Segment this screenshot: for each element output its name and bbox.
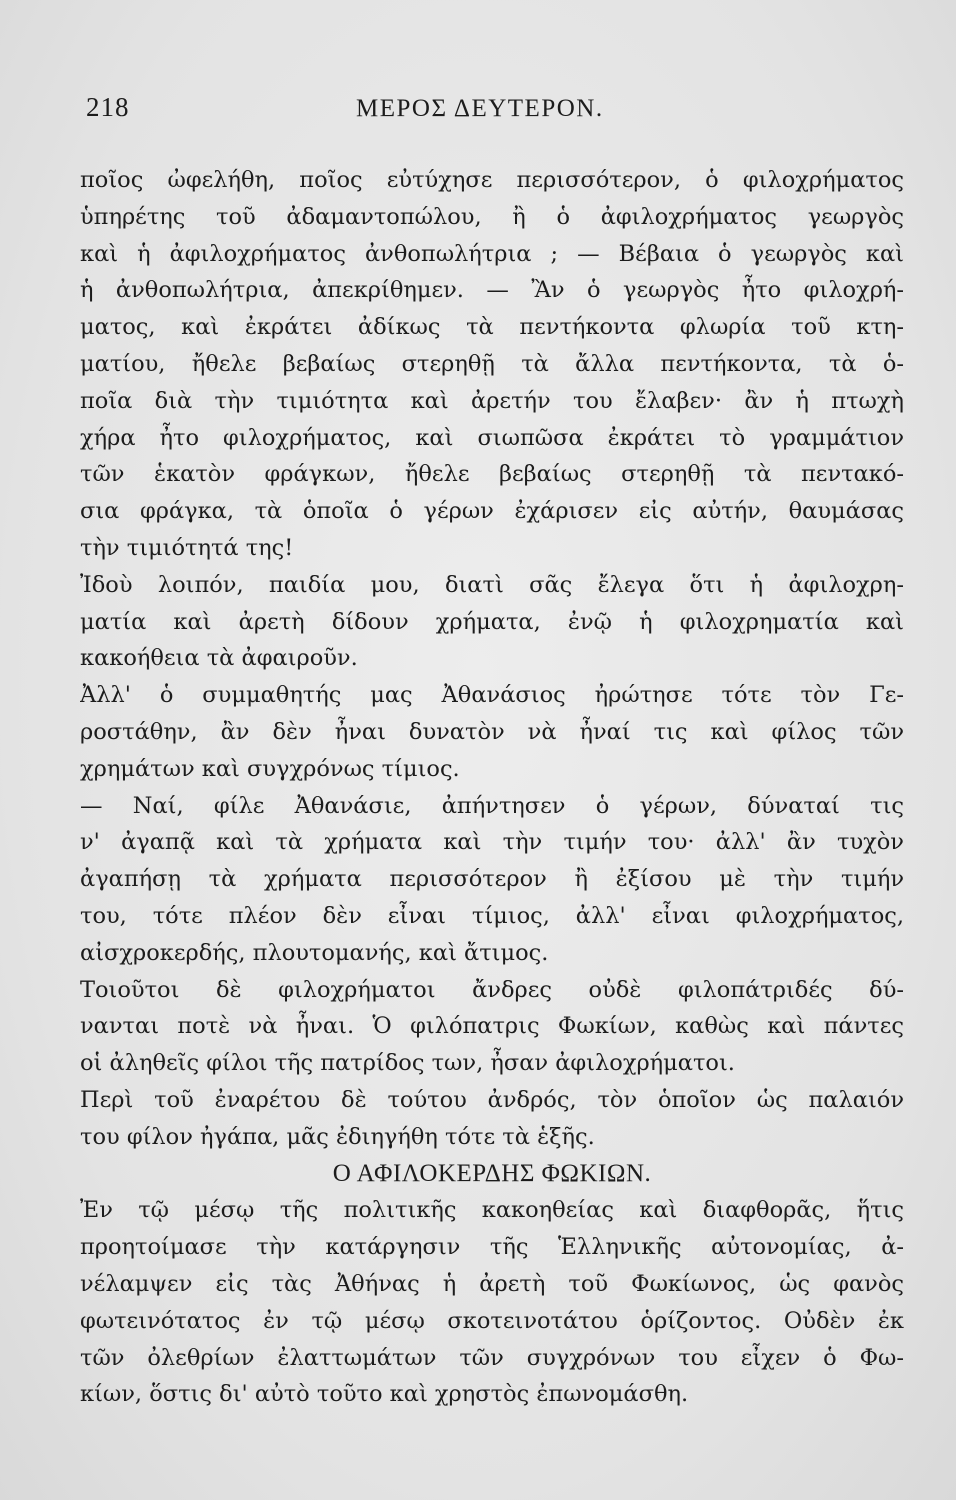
text-line: Περὶ τοῦ ἐναρέτου δὲ τούτου ἀνδρός, τὸν ὁποῖον ὡς παλαιόν	[80, 1086, 904, 1113]
text-line: ματία καὶ ἀρετὴ δίδουν χρήματα, ἐνῷ ἡ φιλοχρηματία καὶ	[80, 608, 904, 635]
text-line: ματίου, ἤθελε βεβαίως στερηθῇ τὰ ἄλλα πεντήκοντα, τὰ ὁ-	[80, 350, 904, 377]
text-line: νέλαμψεν εἰς τὰς Ἀθήνας ἡ ἀρετὴ τοῦ Φωκίωνος, ὡς φανὸς	[80, 1270, 904, 1297]
text-line: τῶν ἑκατὸν φράγκων, ἤθελε βεβαίως στερηθῇ τὰ πεντακό-	[80, 461, 904, 488]
text-line: ποῖα διὰ τὴν τιμιότητα καὶ ἀρετήν του ἔλαβεν· ἂν ἡ πτωχὴ	[80, 387, 904, 414]
text-line: κακοήθεια τὰ ἀφαιροῦν.	[80, 645, 358, 672]
page-number: 218	[86, 92, 130, 122]
section-heading: Ο ΑΦΙΛΟΚΕΡΔΗΣ ΦΩΚΙΩΝ.	[332, 1159, 652, 1187]
text-line: ὑπηρέτης τοῦ ἀδαμαντοπώλου, ἢ ὁ ἀφιλοχρήματος γεωργὸς	[80, 203, 904, 230]
text-line: σια φράγκα, τὰ ὁποῖα ὁ γέρων ἐχάρισεν εἰς αὐτήν, θαυμάσας	[80, 498, 904, 525]
text-line: ἀγαπήσῃ τὰ χρήματα περισσότερον ἢ ἐξίσου μὲ τὴν τιμήν	[80, 866, 904, 893]
text-line: φωτεινότατος ἐν τῷ μέσῳ σκοτεινοτάτου ὁρίζοντος. Οὐδὲν ἐκ	[80, 1307, 904, 1334]
text-line: ροστάθην, ἂν δὲν ἦναι δυνατὸν νὰ ἦναί τις καὶ φίλος τῶν	[80, 718, 904, 745]
text-line: χρημάτων καὶ συγχρόνως τίμιος.	[80, 755, 460, 782]
text-line: τῶν ὀλεθρίων ἐλαττωμάτων τῶν συγχρόνων του εἶχεν ὁ Φω-	[80, 1344, 904, 1371]
text-line: του, τότε πλέον δὲν εἶναι τίμιος, ἀλλ' εἶναι φιλοχρήματος,	[80, 902, 904, 929]
text-line: χήρα ἦτο φιλοχρήματος, καὶ σιωπῶσα ἐκράτει τὸ γραμμάτιον	[80, 424, 904, 451]
text-line: οἱ ἀληθεῖς φίλοι τῆς πατρίδος των, ἦσαν ἀφιλοχρήματοι.	[80, 1050, 735, 1077]
text-line: του φίλον ἠγάπα, μᾶς ἐδιηγήθη τότε τὰ ἑξῆς.	[80, 1123, 595, 1150]
text-line: ματος, καὶ ἐκράτει ἀδίκως τὰ πεντήκοντα φλωρία τοῦ κτη-	[80, 314, 904, 341]
body-text	[80, 162, 904, 1413]
text-line: — Ναί, φίλε Ἀθανάσιε, ἀπήντησεν ὁ γέρων, δύναταί τις	[80, 792, 904, 819]
text-line: Ἐν τῷ μέσῳ τῆς πολιτικῆς κακοηθείας καὶ διαφθορᾶς, ἥτις	[80, 1197, 904, 1224]
text-line: νανται ποτὲ νὰ ἦναι. Ὁ φιλόπατρις Φωκίων, καθὼς καὶ πάντες	[80, 1013, 904, 1040]
running-head: ΜΕΡΟΣ ΔΕΥΤΕΡΟΝ.	[356, 95, 604, 122]
text-line: ποῖος ὠφελήθη, ποῖος εὐτύχησε περισσότερον, ὁ φιλοχρήματος	[80, 167, 904, 193]
text-line: Ἰδοὺ λοιπόν, παιδία μου, διατὶ σᾶς ἔλεγα ὅτι ἡ ἀφιλοχρη-	[80, 571, 904, 598]
text-line: Τοιοῦτοι δὲ φιλοχρήματοι ἄνδρες οὐδὲ φιλοπάτριδές δύ-	[80, 976, 904, 1003]
text-line: ἡ ἀνθοπωλήτρια, ἀπεκρίθημεν. — Ἂν ὁ γεωργὸς ἦτο φιλοχρή-	[80, 277, 904, 304]
text-line: κίων, ὅστις δι' αὐτὸ τοῦτο καὶ χρηστὸς ἐπωνομάσθη.	[80, 1381, 689, 1408]
text-line: αἰσχροκερδής, πλουτομανής, καὶ ἄτιμος.	[80, 939, 549, 966]
text-line: καὶ ἡ ἀφιλοχρήματος ἀνθοπωλήτρια ; — Βέβαια ὁ γεωργὸς καὶ	[80, 240, 904, 267]
text-line: Ἀλλ' ὁ συμμαθητής μας Ἀθανάσιος ἠρώτησε τότε τὸν Γε-	[80, 682, 904, 709]
text-line: προητοίμασε τὴν κατάργησιν τῆς Ἑλληνικῆς αὐτονομίας, ἀ-	[80, 1234, 904, 1261]
text-line: τὴν τιμιότητά της!	[80, 534, 294, 561]
text-line: ν' ἀγαπᾷ καὶ τὰ χρήματα καὶ τὴν τιμήν του· ἀλλ' ἂν τυχὸν	[80, 829, 904, 856]
